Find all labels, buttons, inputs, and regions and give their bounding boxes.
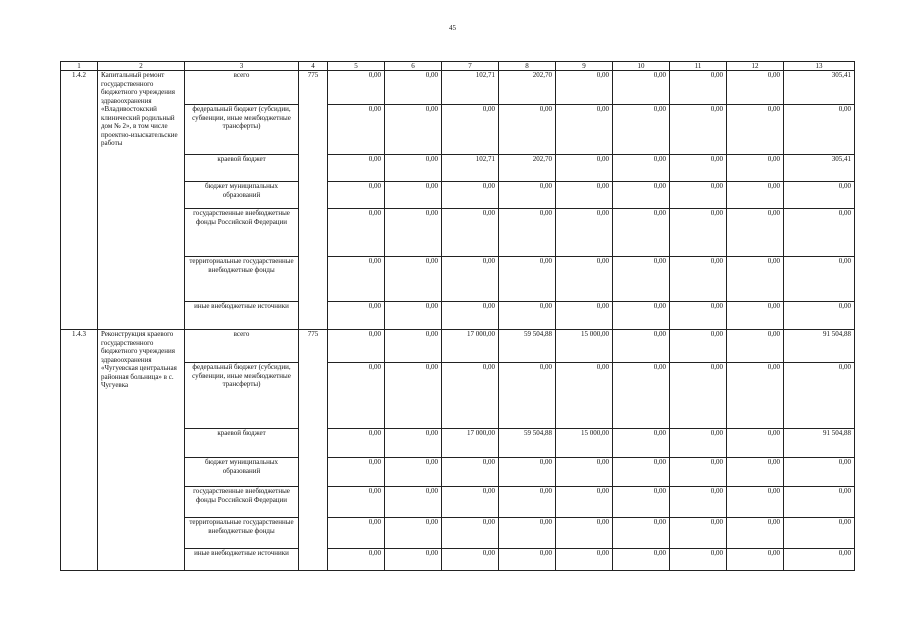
value-cell: 0,00 — [385, 330, 442, 363]
section-code: 1.4.3 — [61, 330, 98, 571]
value-cell: 0,00 — [670, 487, 727, 518]
funding-source: федеральный бюджет (субсидии, субвенции, иные межбюджетные трансферты) — [185, 363, 299, 429]
value-cell: 0,00 — [613, 105, 670, 155]
value-cell: 0,00 — [613, 155, 670, 182]
column-header: 1 — [61, 62, 98, 71]
value-cell: 0,00 — [670, 363, 727, 429]
value-cell: 0,00 — [328, 257, 385, 302]
value-cell: 0,00 — [499, 209, 556, 257]
value-cell: 0,00 — [442, 105, 499, 155]
value-cell: 0,00 — [385, 487, 442, 518]
value-cell: 0,00 — [784, 458, 855, 487]
value-cell: 0,00 — [385, 458, 442, 487]
value-cell: 0,00 — [442, 363, 499, 429]
funding-source: всего — [185, 71, 299, 105]
value-cell: 0,00 — [670, 71, 727, 105]
value-cell: 0,00 — [670, 105, 727, 155]
value-cell: 0,00 — [784, 105, 855, 155]
value-cell: 0,00 — [784, 549, 855, 571]
value-cell: 0,00 — [385, 363, 442, 429]
value-cell: 305,41 — [784, 155, 855, 182]
table-row — [61, 71, 855, 105]
column-header: 10 — [613, 62, 670, 71]
section-code: 1.4.2 — [61, 71, 98, 330]
value-cell: 0,00 — [442, 518, 499, 549]
value-cell: 0,00 — [613, 549, 670, 571]
value-cell: 0,00 — [556, 257, 613, 302]
table-row — [61, 330, 855, 363]
value-cell: 0,00 — [499, 518, 556, 549]
funding-source: бюджет муниципальных образований — [185, 182, 299, 209]
value-cell: 0,00 — [442, 549, 499, 571]
header-row — [61, 62, 855, 71]
column-header: 13 — [784, 62, 855, 71]
column-header: 9 — [556, 62, 613, 71]
value-cell: 0,00 — [727, 182, 784, 209]
column-header: 2 — [98, 62, 185, 71]
funding-source: краевой бюджет — [185, 155, 299, 182]
value-cell: 0,00 — [613, 458, 670, 487]
funding-source: федеральный бюджет (субсидии, субвенции, иные межбюджетные трансферты) — [185, 105, 299, 155]
value-cell: 0,00 — [670, 182, 727, 209]
value-cell: 0,00 — [328, 549, 385, 571]
value-cell: 0,00 — [328, 458, 385, 487]
value-cell: 0,00 — [613, 518, 670, 549]
value-cell: 0,00 — [613, 363, 670, 429]
value-cell: 0,00 — [784, 518, 855, 549]
value-cell: 0,00 — [784, 182, 855, 209]
value-cell: 0,00 — [385, 105, 442, 155]
value-cell: 0,00 — [556, 302, 613, 330]
value-cell: 0,00 — [556, 487, 613, 518]
value-cell: 91 504,88 — [784, 330, 855, 363]
value-cell: 0,00 — [613, 71, 670, 105]
value-cell: 0,00 — [385, 257, 442, 302]
value-cell: 0,00 — [499, 302, 556, 330]
value-cell: 0,00 — [385, 549, 442, 571]
value-cell: 102,71 — [442, 71, 499, 105]
value-cell: 0,00 — [385, 155, 442, 182]
value-cell: 0,00 — [727, 209, 784, 257]
value-cell: 202,70 — [499, 155, 556, 182]
value-cell: 0,00 — [499, 363, 556, 429]
funding-source: краевой бюджет — [185, 429, 299, 458]
value-cell: 0,00 — [328, 182, 385, 209]
value-cell: 59 504,88 — [499, 330, 556, 363]
column-header: 12 — [727, 62, 784, 71]
column-header: 3 — [185, 62, 299, 71]
value-cell: 0,00 — [670, 549, 727, 571]
value-cell: 0,00 — [328, 105, 385, 155]
value-cell: 0,00 — [385, 302, 442, 330]
budget-table — [60, 61, 855, 571]
column-header: 7 — [442, 62, 499, 71]
value-cell: 15 000,00 — [556, 330, 613, 363]
value-cell: 17 000,00 — [442, 429, 499, 458]
value-cell: 0,00 — [442, 257, 499, 302]
value-cell: 0,00 — [328, 429, 385, 458]
value-cell: 0,00 — [727, 257, 784, 302]
value-cell: 0,00 — [328, 487, 385, 518]
value-cell: 0,00 — [556, 182, 613, 209]
value-cell: 0,00 — [727, 518, 784, 549]
value-cell: 0,00 — [784, 363, 855, 429]
value-cell: 0,00 — [670, 429, 727, 458]
value-cell: 0,00 — [727, 105, 784, 155]
column-header: 5 — [328, 62, 385, 71]
column-header: 4 — [299, 62, 328, 71]
column-header: 11 — [670, 62, 727, 71]
value-cell: 0,00 — [670, 302, 727, 330]
value-cell: 0,00 — [613, 330, 670, 363]
value-cell: 0,00 — [499, 487, 556, 518]
value-cell: 0,00 — [385, 518, 442, 549]
value-cell: 0,00 — [784, 302, 855, 330]
value-cell: 17 000,00 — [442, 330, 499, 363]
value-cell: 0,00 — [442, 458, 499, 487]
value-cell: 0,00 — [499, 182, 556, 209]
value-cell: 0,00 — [727, 487, 784, 518]
value-cell: 0,00 — [442, 302, 499, 330]
value-cell: 0,00 — [727, 458, 784, 487]
funding-source: иные внебюджетные источники — [185, 302, 299, 330]
funding-source: государственные внебюджетные фонды Российской Федерации — [185, 487, 299, 518]
value-cell: 0,00 — [727, 549, 784, 571]
value-cell: 0,00 — [328, 518, 385, 549]
value-cell: 0,00 — [328, 363, 385, 429]
value-cell: 0,00 — [613, 182, 670, 209]
value-cell: 0,00 — [328, 330, 385, 363]
value-cell: 0,00 — [556, 458, 613, 487]
value-cell: 102,71 — [442, 155, 499, 182]
kbk-code: 775 — [299, 330, 328, 571]
value-cell: 0,00 — [727, 155, 784, 182]
value-cell: 0,00 — [670, 330, 727, 363]
value-cell: 0,00 — [727, 429, 784, 458]
value-cell: 0,00 — [670, 518, 727, 549]
value-cell: 0,00 — [613, 302, 670, 330]
value-cell: 0,00 — [499, 458, 556, 487]
value-cell: 59 504,88 — [499, 429, 556, 458]
column-header: 8 — [499, 62, 556, 71]
column-header: 6 — [385, 62, 442, 71]
value-cell: 0,00 — [784, 257, 855, 302]
value-cell: 0,00 — [670, 257, 727, 302]
value-cell: 0,00 — [442, 487, 499, 518]
value-cell: 0,00 — [556, 155, 613, 182]
value-cell: 0,00 — [556, 549, 613, 571]
value-cell: 0,00 — [613, 429, 670, 458]
value-cell: 202,70 — [499, 71, 556, 105]
value-cell: 0,00 — [385, 71, 442, 105]
funding-source: иные внебюджетные источники — [185, 549, 299, 571]
value-cell: 305,41 — [784, 71, 855, 105]
value-cell: 0,00 — [670, 209, 727, 257]
value-cell: 0,00 — [784, 209, 855, 257]
value-cell: 0,00 — [328, 71, 385, 105]
value-cell: 0,00 — [499, 549, 556, 571]
funding-source: территориальные государственные внебюджетные фонды — [185, 257, 299, 302]
funding-source: всего — [185, 330, 299, 363]
value-cell: 0,00 — [613, 209, 670, 257]
value-cell: 0,00 — [727, 330, 784, 363]
value-cell: 0,00 — [613, 487, 670, 518]
value-cell: 0,00 — [556, 518, 613, 549]
value-cell: 0,00 — [328, 155, 385, 182]
value-cell: 0,00 — [328, 302, 385, 330]
page-number: 45 — [449, 24, 456, 32]
value-cell: 0,00 — [556, 363, 613, 429]
value-cell: 0,00 — [727, 363, 784, 429]
funding-source: государственные внебюджетные фонды Российской Федерации — [185, 209, 299, 257]
section-name: Реконструкция краевого государственного бюджетного учреждения здравоохранения «Чугуевская центральная районная больница» в с. Чугуевка — [98, 330, 185, 571]
value-cell: 0,00 — [613, 257, 670, 302]
value-cell: 91 504,88 — [784, 429, 855, 458]
value-cell: 0,00 — [385, 209, 442, 257]
value-cell: 0,00 — [442, 209, 499, 257]
value-cell: 15 000,00 — [556, 429, 613, 458]
value-cell: 0,00 — [556, 71, 613, 105]
section-name: Капитальный ремонт государственного бюджетного учреждения здравоохранения «Владивостокский клинический родильный дом № 2», в том числе проектно-изыскательские работы — [98, 71, 185, 330]
value-cell: 0,00 — [784, 487, 855, 518]
value-cell: 0,00 — [556, 105, 613, 155]
kbk-code: 775 — [299, 71, 328, 330]
value-cell: 0,00 — [556, 209, 613, 257]
value-cell: 0,00 — [727, 71, 784, 105]
value-cell: 0,00 — [499, 257, 556, 302]
value-cell: 0,00 — [328, 209, 385, 257]
funding-source: бюджет муниципальных образований — [185, 458, 299, 487]
value-cell: 0,00 — [727, 302, 784, 330]
value-cell: 0,00 — [385, 182, 442, 209]
value-cell: 0,00 — [670, 155, 727, 182]
value-cell: 0,00 — [670, 458, 727, 487]
funding-source: территориальные государственные внебюджетные фонды — [185, 518, 299, 549]
value-cell: 0,00 — [385, 429, 442, 458]
value-cell: 0,00 — [499, 105, 556, 155]
value-cell: 0,00 — [442, 182, 499, 209]
